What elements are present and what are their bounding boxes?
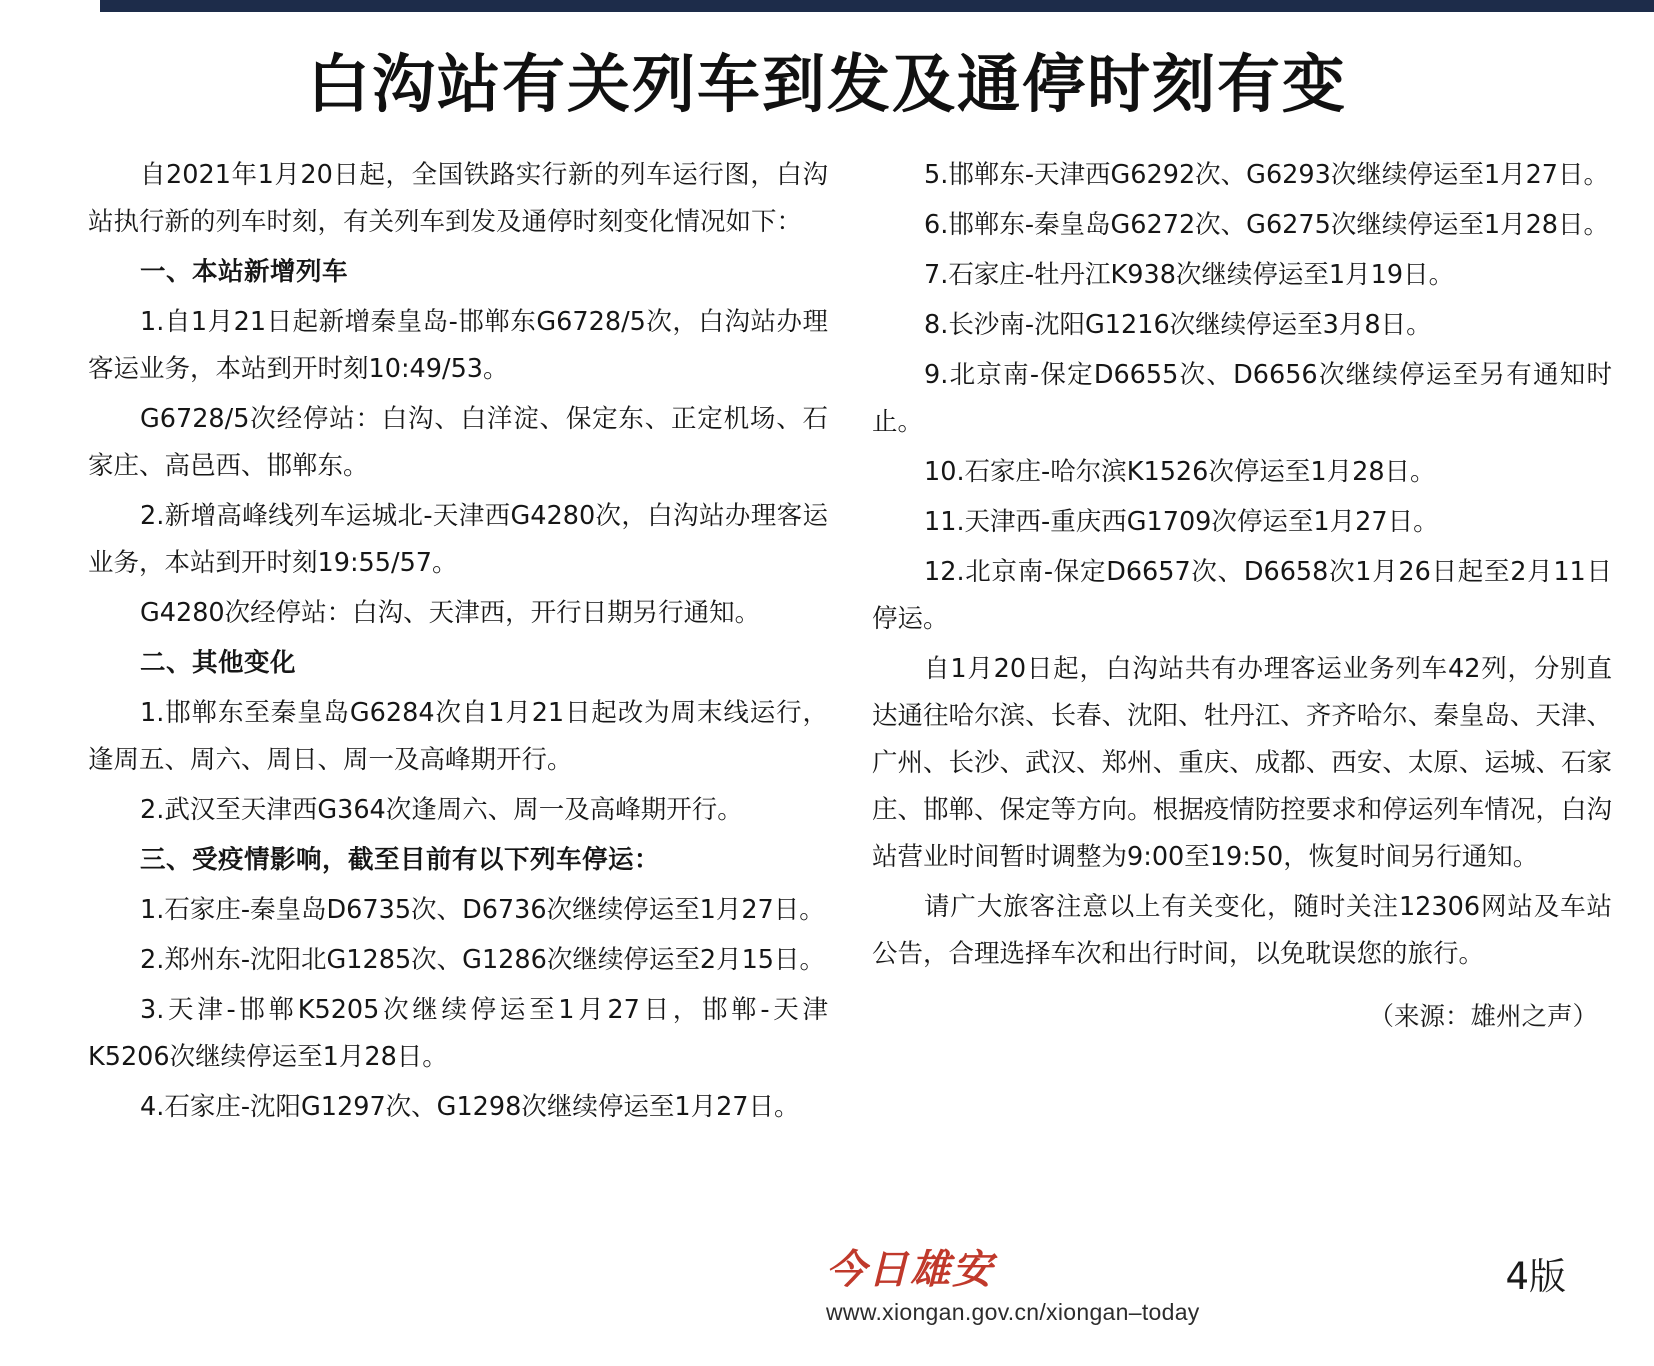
paragraph: 请广大旅客注意以上有关变化，随时关注12306网站及车站公告，合理选择车次和出行时间，以免耽误您的旅行。 xyxy=(872,892,1612,969)
paragraph: 自1月20日起，白沟站共有办理客运业务列车42列，分别直达通往哈尔滨、长春、沈阳、牡丹江、齐齐哈尔、秦皇岛、天津、广州、长沙、武汉、郑州、重庆、成都、西安、太原、运城、石家庄、邯郸、保定等方向。根据疫情防控要求和停运列车情况，白沟站营业时间暂时调整为9:00至19:50，恢复时间另行通知。 xyxy=(872,654,1612,872)
paragraph: 12.北京南-保定D6657次、D6658次1月26日起至2月11日停运。 xyxy=(872,557,1612,634)
paragraph: 4.石家庄-沈阳G1297次、G1298次继续停运至1月27日。 xyxy=(140,1092,800,1122)
right-column xyxy=(872,152,1612,1134)
left-column xyxy=(88,152,828,1134)
top-bar-dark-segment xyxy=(100,0,1654,12)
article-body xyxy=(0,152,1654,1134)
paragraph: 自2021年1月20日起，全国铁路实行新的列车运行图，白沟站执行新的列车时刻，有关列车到发及通停时刻变化情况如下： xyxy=(88,160,828,237)
section-heading: 三、受疫情影响，截至目前有以下列车停运： xyxy=(140,845,661,875)
page-title: 白沟站有关列车到发及通停时刻有变 xyxy=(307,48,1347,121)
paragraph: 1.石家庄-秦皇岛D6735次、D6736次继续停运至1月27日。 xyxy=(140,895,825,925)
section-heading: 二、其他变化 xyxy=(140,648,297,678)
paragraph: G4280次经停站：白沟、天津西，开行日期另行通知。 xyxy=(140,598,761,628)
paragraph: 5.邯郸东-天津西G6292次、G6293次继续停运至1月27日。 xyxy=(924,160,1610,190)
source-attribution: （来源：雄州之声） xyxy=(1368,1002,1598,1032)
footer-inner xyxy=(826,1246,1566,1326)
paragraph: 9.北京南-保定D6655次、D6656次继续停运至另有通知时止。 xyxy=(872,360,1612,437)
page-footer xyxy=(0,1246,1654,1326)
paragraph: 7.石家庄-牡丹江K938次继续停运至1月19日。 xyxy=(924,260,1455,290)
page-number: 4版 xyxy=(1505,1255,1566,1298)
brand-block xyxy=(826,1247,1200,1326)
paragraph: 1.邯郸东至秦皇岛G6284次自1月21日起改为周末线运行，逢周五、周六、周日、周一及高峰期开行。 xyxy=(88,698,828,775)
section-heading: 一、本站新增列车 xyxy=(140,257,349,287)
paragraph: 2.郑州东-沈阳北G1285次、G1286次继续停运至2月15日。 xyxy=(140,945,826,975)
paragraph: 6.邯郸东-秦皇岛G6272次、G6275次继续停运至1月28日。 xyxy=(924,210,1610,240)
paragraph: 3.天津-邯郸K5205次继续停运至1月27日，邯郸-天津K5206次继续停运至1月28日。 xyxy=(88,995,828,1072)
top-bar-white-segment xyxy=(0,0,100,12)
paragraph: 2.武汉至天津西G364次逢周六、周一及高峰期开行。 xyxy=(140,795,743,825)
paragraph: 10.石家庄-哈尔滨K1526次停运至1月28日。 xyxy=(924,457,1436,487)
paragraph: 1.自1月21日起新增秦皇岛-邯郸东G6728/5次，白沟站办理客运业务，本站到开时刻10:49/53。 xyxy=(88,307,828,384)
paragraph: 11.天津西-重庆西G1709次停运至1月27日。 xyxy=(924,507,1439,537)
brand-url[interactable]: www.xiongan.gov.cn/xiongan–today xyxy=(826,1299,1200,1325)
brand-logo: 今日雄安 xyxy=(826,1246,994,1293)
paragraph: G6728/5次经停站：白沟、白洋淀、保定东、正定机场、石家庄、高邑西、邯郸东。 xyxy=(88,404,828,481)
paragraph: 8.长沙南-沈阳G1216次继续停运至3月8日。 xyxy=(924,310,1432,340)
paragraph: 2.新增高峰线列车运城北-天津西G4280次，白沟站办理客运业务，本站到开时刻19:55/57。 xyxy=(88,501,828,578)
top-decorative-bar xyxy=(0,0,1654,12)
